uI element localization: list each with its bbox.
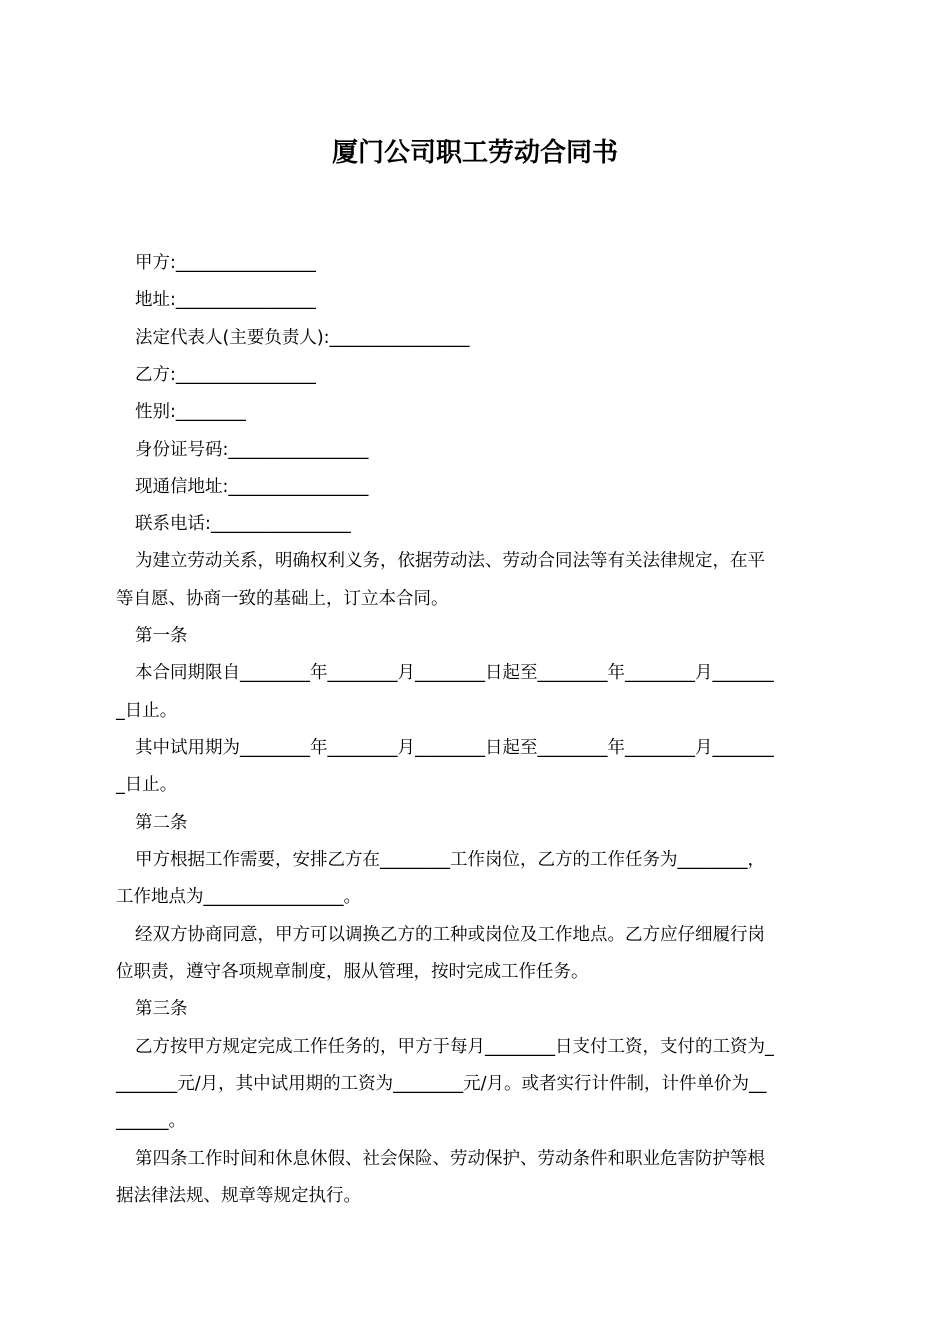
gender-line: 性别:________ xyxy=(135,402,246,422)
job-assignment-line-1: 甲方根据工作需要，安排乙方在________工作岗位，乙方的工作任务为________， xyxy=(135,850,765,870)
article-1-heading: 第一条 xyxy=(135,626,188,646)
wage-line-2: _______元/月，其中试用期的工资为________元/月。或者实行计件制，计件单价为__ xyxy=(116,1074,767,1094)
article-4-line-1: 第四条工作时间和休息休假、社会保险、劳动保护、劳动条件和职业危害防护等根 xyxy=(135,1149,765,1169)
article-3-heading: 第三条 xyxy=(135,999,188,1019)
address-line: 地址:________________ xyxy=(135,290,316,310)
contract-term-line-2: _日止。 xyxy=(116,701,178,721)
preamble-line-2: 等自愿、协商一致的基础上，订立本合同。 xyxy=(116,589,449,609)
job-change-line-1: 经双方协商同意，甲方可以调换乙方的工种或岗位及工作地点。乙方应仔细履行岗 xyxy=(135,925,765,945)
preamble-line-1: 为建立劳动关系，明确权利义务，依据劳动法、劳动合同法等有关法律规定，在平 xyxy=(135,551,765,571)
legal-representative-line: 法定代表人(主要负责人):________________ xyxy=(135,328,470,348)
mailing-address-line: 现通信地址:________________ xyxy=(135,477,369,497)
phone-line: 联系电话:________________ xyxy=(135,514,351,534)
probation-line-2: _日止。 xyxy=(116,775,178,795)
job-assignment-line-2: 工作地点为________________。 xyxy=(116,887,361,907)
id-number-line: 身份证号码:________________ xyxy=(135,440,369,460)
wage-line-1: 乙方按甲方规定完成工作任务的，甲方于每月________日支付工资，支付的工资为_ xyxy=(135,1037,774,1057)
party-a-line: 甲方:________________ xyxy=(135,253,316,273)
contract-term-line-1: 本合同期限自________年________月________日起至________年________月_______ xyxy=(135,663,774,683)
job-change-line-2: 位职责，遵守各项规章制度，服从管理，按时完成工作任务。 xyxy=(116,962,589,982)
document-title: 厦门公司职工劳动合同书 xyxy=(331,138,618,168)
article-2-heading: 第二条 xyxy=(135,813,188,833)
wage-line-3: ______。 xyxy=(116,1111,186,1131)
probation-line-1: 其中试用期为________年________月________日起至________年________月_______ xyxy=(135,738,774,758)
party-b-line: 乙方:________________ xyxy=(135,365,316,385)
article-4-line-2: 据法律法规、规章等规定执行。 xyxy=(116,1186,361,1206)
